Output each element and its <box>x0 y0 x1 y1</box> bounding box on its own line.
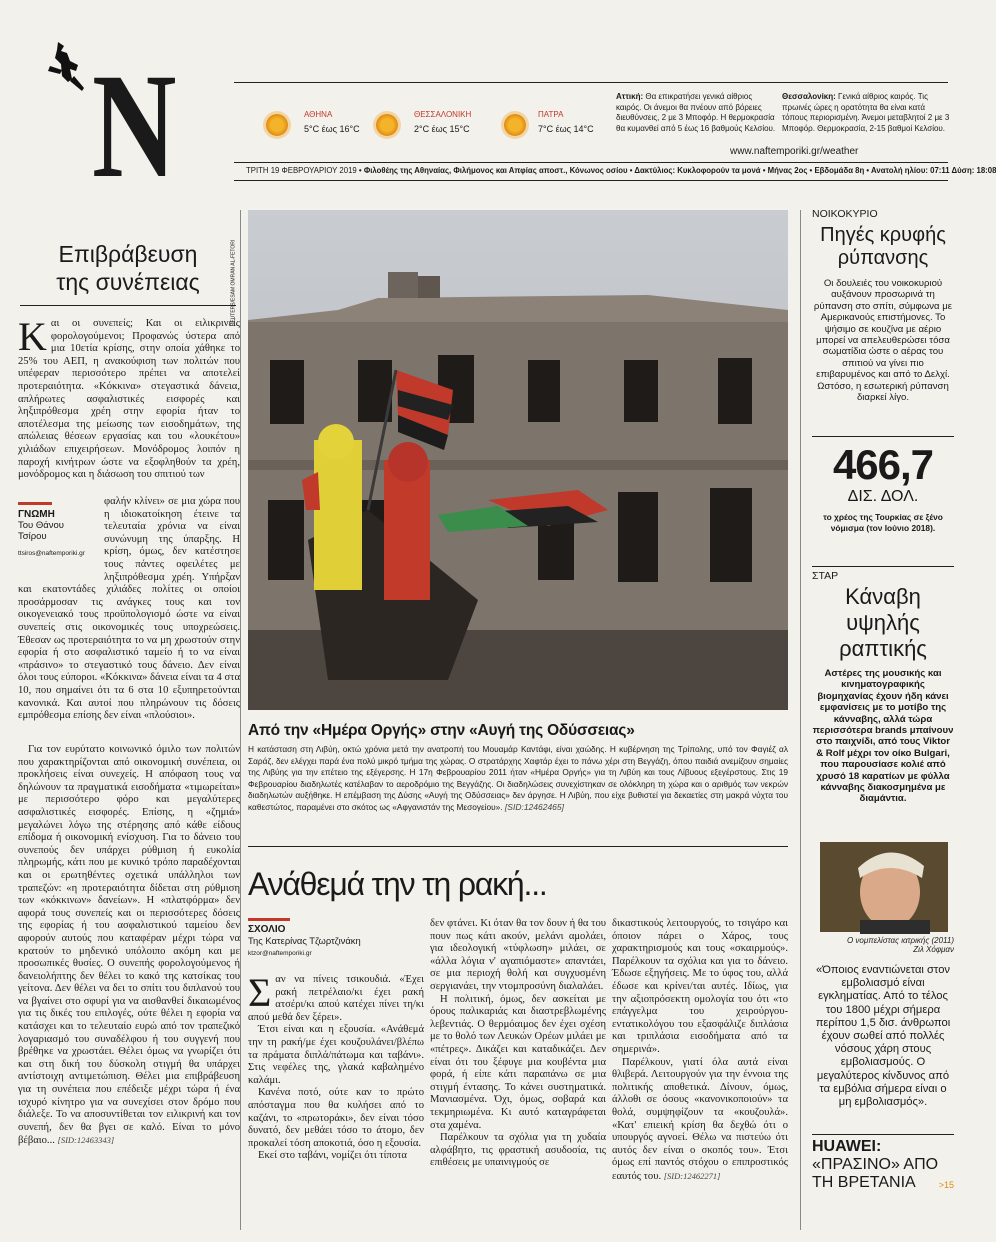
big-number: 466,7 <box>832 441 934 488</box>
benghazi-building-image <box>248 210 788 710</box>
portrait-image <box>820 842 948 932</box>
photo-headline: Από την «Ημέρα Οργής» στην «Αυγή της Οδύσσειας» <box>248 722 635 739</box>
libya-photo <box>230 210 788 710</box>
opinion-para2: Για τον ευρύτατο κοινωνικό όμιλο των πολιτών που χαρακτηρίζονται από οικονομική συνέπεια, οι προκλήσεις είναι συνεχείς. Η απόφαση τους να δηλώνουν τα πραγματικά εισοδήματα «τιμωρείται» με περισσότερο φόρο και μεγαλύτερες ασφαλιστικές εισφορές. Επίσης, η «ζημιά» μεγαλώνει λόγω της στέρησης από κάθε είδους επίδομα ή οικονομική ενίσχυση. Για το δάνειο του συνεπούς δεν υπάρχει ρύθμιση ή ευκολία πληρωμής, κάτι που με κυνικό τρόπο παραδέχονται και οι ερωτηθέντες σχετικά υπάλληλοι των τραπεζών: «η προτεραιότητα δίδεται στη ρύθμιση των «κόκκινων» δανείων». Η «πλατφόρμα» δεν αφορά τους συνεπείς και οι περισσότερες δόσεις της εφορίας ή του ασφαλιστικού ταμείου δεν αφορούν αυτούς που καταφέραν μέχρι τώρα να κρατούν το μηδενικό υπόλοιπο ακόμη και με προσωπικές θυσίες. Ο συνεπής φορολογούμενος ή δανειολήπτης δεν θέλει το κακό της κατσίκας του γείτονα. Δεν θέλει να δει το σπίτι του διπλανού του να βγαίνει στο σφυρί για να αισθανθεί δικαιωμένος για τις δικές του επιλογές, ούτε θέλει η εφορία να κατάσχει και το τελευταίο ευρώ από τον τραπεζικό λογαριασμό του συναδέλφου ή του συγγενή που βρέθηκε να χρωστάει. Θέλει όμως να γνωρίζει ότι και στη δική του δύσκολη στιγμή θα υπάρχει αντίστοιχη αντιμετώπιση. Θέλει μια επιβράβευση για τη συνέπεια που επέδειξε μέχρι τώρα ή ένα ισχυρό κίνητρο για να συνεχίσει στον δρόμο που διάλεξε. Το να αποσυντίθεται τον ειλικρινή και τον συνεπή, δεν θα βγει σε καλό. Είναι το μόνο βέβαιο... [SID:12463343] <box>18 744 240 1147</box>
photo-caption: Η κατάσταση στη Λιβύη, οκτώ χρόνια μετά την ανατροπή του Μουαμάρ Καντάφι, είναι χαώδης. Η κυβέρνηση της Τρίπολης, υπό τον Φαγιέζ αλ Σαράζ, δεν ελέγχει παρά ένα πολύ μικρό τμήμα της χώρας. Ο στρατάρχης Χαφτάρ έχει το πάνω χέρι στη Βεγγάζη, όπου παιδιά ανεμίζουν σημαίες της Λιβύης για την επέτειο της εξέγερσης. Η 17η Φεβρουαρίου 2011 ήταν «Ημέρα Οργής» για τη Λιβύη και τους Λίβυους εξεγέρστους. Στις 19 Φεβρουαρίου διαδηλωτές κατέλαβαν το αεροδρόμιο της Βεγγάζης. Οι διαδηλώσεις συνεχίστηκαν σε ολόκληρη τη χώρα και ο αριθμός των νεκρών διαδηλωτών αυξήθηκε. Η επέμβαση της Δύσης «Αυγή της Οδύσσειας» δεν άργησε. Η Λιβύη, που είχε βυθιστεί για δεκαετίες στη μακρά νύχτα του καθεστώτος, παραμένει στο σκότος ως «Αφγανιστάν της Μεσογείου». [SID:12462465] <box>248 744 788 812</box>
sidebar-star: ΣΤΑΡ Κάναβη υψηλής ραπτικής Αστέρες της μουσικής και κινηματογραφικής βιομηχανίας έχουν ήδη κάνει εμφανίσεις με το μοτίβο της κάνναβης, αλλά τώρα περισσότερα brands μπαίνουν στο παιχνίδι, από τους Viktor & Rolf μέχρι τον οίκο Bulgari, που παρουσίασε κολιέ από χρυσό 18 καρατίων με φύλλα κάνναβης διακοσμημένα με διαμάντια. <box>812 570 954 805</box>
weather-city-patra: ΠΑΤΡΑ 7°C έως 14°C <box>500 108 610 142</box>
sidebar-household: ΝΟΙΚΟΚΥΡΙΟ Πηγές κρυφής ρύπανσης Οι δουλειές του νοικοκυριού αυξάνουν προσωρινά τη ρύπανση στο σπίτι, σύμφωνα με Αμερικανούς επιστήμονες. Το ψήσιμο σε κουζίνα με αέριο μπορεί να απελευθερώσει τόσα σωματίδια ώστε ο αέρας του σπιτιού να γίνει πιο επιβαρυμένος και από το Δελχί. Ωστόσο, η εσωτερική ρύπανση διαρκεί λίγο. <box>812 208 953 404</box>
commentary-col2: δεν φτάνει. Κι όταν θα τον δουν ή θα του πουν πως κάτι ακούν, μελάνι αμολάει, για ιδεολογική «τύφλωση» μιλάει, σε «άλλα λόγια ν' αγαπιόμαστε» απαντάει, σε μια περιοχή θολή και συγχυσμένη σεργιανάει, την ντομπροσύνη διαλαλάει. Η πολιτική, όμως, δεν ασκείται με όρους παλικαριάς και διαστρεβλωμένης λεβεντιάς. Ο θερμόαιμος δεν έχει σχέση με το θολό των Λευκών Ορέων μιλάει με «πέτρες». Δικάζει και καταδικάζει. Δεν είναι ότι του ξέφυγε μια κουβέντα μια φορά, ή είπε κάτι παραπάνω σε μια στιγμή έντασης. Το κάνει συστηματικά. Μανιασμένα. Όχι, όμως, σοβαρά και τεκμηριωμένα. Κι αυτό καταγράφεται στα χαμένα. Παρέλκουν τα σχόλια για τη χυδαία αλφάβητο, τις φραστική ασυδοσία, τις επιθέσεις με υπαινιγμούς σε <box>430 918 606 1169</box>
commentary-col1: Σ αν να πίνεις τσικουδιά. «Έχει ρακή πετρέλαιο/κι έχει ρακή ατσέρι/κι απού κατέχει πίνει τη/κι απού μεθά δεν ξέρει». Έτσι είναι και η εξουσία. «Ανάθεμά την τη ρακή/με έχει κουζουλάνει/βλέπω τα πράματα διπλά/πάτωμα και ταβάνι». Στις νεφέλες της, γλακά καβαλημένο καλάμι. Κανένα ποτό, ούτε καν το πρώτο απόσταγμα που θα κυλήσει από το καζάνι, το «πρωτοράκι», δεν είναι τόσο δυνατό, δεν μεθάει τόσο το άτομο, δεν προκαλεί τόση αποκοτιά, όσο η εξουσία. Εκεί στο ταβάνι, νομίζει ότι τίποτα <box>248 970 424 1162</box>
weather-city-athens: ΑΘΗΝΑ 5°C έως 16°C <box>262 108 372 142</box>
masthead-letter: N <box>92 43 177 209</box>
sidebar-quote: «Όποιος εναντιώνεται στον εμβολιασμό είναι εγκληματίας. Από το τέλος του 1800 μέχρι σήμερα περίπου 1,5 δισ. άνθρωποι έχουν σωθεί από πολλές νόσους χάρη στους εμβολιασμούς. Ο μεγαλύτερος κίνδυνος από τα εμβόλια σήμερα είναι ο μη εμβολιασμός». <box>815 964 951 1109</box>
opinion-para1-top: Κ αι οι συνεπείς; Και οι ειλικρινείς φορολογούμενοι; Προφανώς ύστερα από μια 10ετία κρίσης, στην οποία χάθηκε το 25% του ΑΕΠ, η ανακούφιση των πολιτών που υπέφεραν περισσότερο πρέπει να αποτελεί προτεραιότητα. «Κόκκινα» στεγαστικά δάνεια, απλήρωτες ασφαλιστικές εισφορές και ληξιπρόθεσμα χρέη στην εφορία ήταν το αποτέλεσμα της μείωσης των εισοδημάτων, της απώλειας θέσεων εργασίας και του «λουκέτου» χιλιάδων επιχειρήσεων. Μονόδρομος λοιπόν η παροχή κινήτρων ώστε να εξοφληθούν τα χρέη, μονόδρομος και η διάσωση του σπιτιού των <box>18 314 240 481</box>
photo-credit: REUTERS/ESAM OMRAN AL-FETORI <box>230 239 237 327</box>
sidebar-stat: 466,7 ΔΙΣ. ΔΟΛ. το χρέος της Τουρκίας σε ξένο νόμισμα (τον Ιούνιο 2018). <box>812 442 954 534</box>
dropcap: Κ <box>18 314 47 359</box>
sun-icon <box>266 114 288 136</box>
dateline: ΤΡΙΤΗ 19 ΦΕΒΡΟΥΑΡΙΟΥ 2019 • Φιλοθέης της Αθηναίας, Φιλήμονος και Απφίας αποστ., Κόνωνος οσίου • Δακτύλιος: Κυκλοφορούν τα μονά • Μήνας 2ος • Εβδομάδα 8η • Ανατολή ηλίου: 07:11 Δύση: 18:08 <box>246 166 996 175</box>
opinion-byline: ΓΝΩΜΗ Του Θάνου Τσίρου ttsiros@naftemporiki.gr <box>18 502 100 557</box>
opinion-para1-bottom: φαλήν κλίνει» σε μια χώρα που η ιδιοκατοίκηση έτεινε τα τελευταία χρόνια να είναι συνώνυμη της ύπαρξης. Η κρίση, όμως, δεν κατέστησε τους πάντες οφειλέτες με ληξιπρόθεσμα χρέη. Υπήρξαν και εκατοντάδες χιλιάδες πολίτες οι οποίοι προσάρμοσαν τις ανάγκες τους και τον οικογενειακό τους προϋπολογισμό ώστε να είναι συνεπείς στις οικονομικές τους υποχρεώσεις. Έθεσαν ως προτεραιότητα το να μη χρωστούν στην εφορία ή στο ασφαλιστικό ταμείο ή το να είναι «πράσινο» το στεγαστικό τους δάνειο. Δεν είναι όλοι τους εύποροι. «Κόκκινα» δάνεια είναι τα 4 στα 10, που σημαίνει ότι τα 6 στα 10 εξυπηρετούνται κανονικά. Και αυτοί που πληρώνουν τις δόσεις εμπρόθεσμα επίσης δεν είναι «πλούσιοι». <box>18 496 240 722</box>
sun-icon <box>376 114 398 136</box>
dropcap: Σ <box>248 970 272 1015</box>
masthead-logo <box>40 36 177 209</box>
sidebar-huawei[interactable]: HUAWEI: «ΠΡΑΣΙΝΟ» ΑΠΟ ΤΗ ΒΡΕΤΑΝΙΑ >15 <box>812 1138 954 1191</box>
weather-url[interactable]: www.naftemporiki.gr/weather <box>730 146 859 157</box>
commentary-headline: Ανάθεμά την τη ρακή... <box>248 866 547 902</box>
portrait-caption: Ο νομπελίστας ιατρικής (2011) Ζιλ Χόφμαν <box>846 936 954 954</box>
portrait-photo <box>820 842 948 932</box>
sun-icon <box>504 114 526 136</box>
commentary-col3: δικαστικούς λειτουργούς, το τσιγάρο και όποιον πάρει ο Χάρος, τους χαρακτηρισμούς και τους «σκαιρμούς». Παρέλκουν τα σχόλια και για το δάνειο. Έδωσε εξηγήσεις. Με το ύφος του, αλλά έδωσε και κρίνει/ται αυτές. Ιδίως, για την αξιοπρόσεκτη ομολογία του ότι «το επάγγελμα του χειρούργου-εντατικολόγου του εξασφάλιζε διπλάσια και τριπλάσια εισοδήματα από τα σημερινά». Παρέλκουν, γιατί όλα αυτά είναι θλιβερά. Λειτουργούν για την έννοια της πολιτικής αποθετικά. Δίνουν, όμως, άλλοθι σε όσους «κανονικοποιούν» τα θολά, συμψηφίζουν τα «κουζουλά». «Κατ' επιεική κρίση θα δεχθώ ότι ο υπουργός αγνοεί. Θέλω να πιστεύω ότι αυτός δεν είναι ο σκοπός του». Έτσι όμως επί παντός στόχου ο επιπροστικός εαυτός του. [SID:12462271] <box>612 918 788 1182</box>
weather-attica: Αττική: Θα επικρατήσει γενικά αίθριος καιρός. Οι άνεμοι θα πνέουν από βόρειες διευθύνσεις, 2 με 3 Μποφόρ. Η θερμοκρασία θα κυμανθεί από 5 έως 16 βαθμούς Κελσίου. <box>616 92 776 133</box>
opinion-title: Επιβράβευση της συνέπειας <box>56 241 200 295</box>
weather-city-thessaloniki: ΘΕΣΣΑΛΟΝΙΚΗ 2°C έως 15°C <box>372 108 492 142</box>
weather-thessaloniki: Θεσσαλονίκη: Γενικά αίθριος καιρός. Τις πρωινές ώρες η ορατότητα θα είναι κατά τόπους περιορισμένη. Άνεμοι μεταβλητοί 2 με 3 Μποφόρ. Θερμοκρασία, 2-15 βαθμοί Κελσίου. <box>782 92 950 133</box>
commentary-byline: ΣΧΟΛΙΟ Της Κατερίνας Τζωρτζινάκη ktzor@naftemporiki.gr <box>248 918 418 957</box>
